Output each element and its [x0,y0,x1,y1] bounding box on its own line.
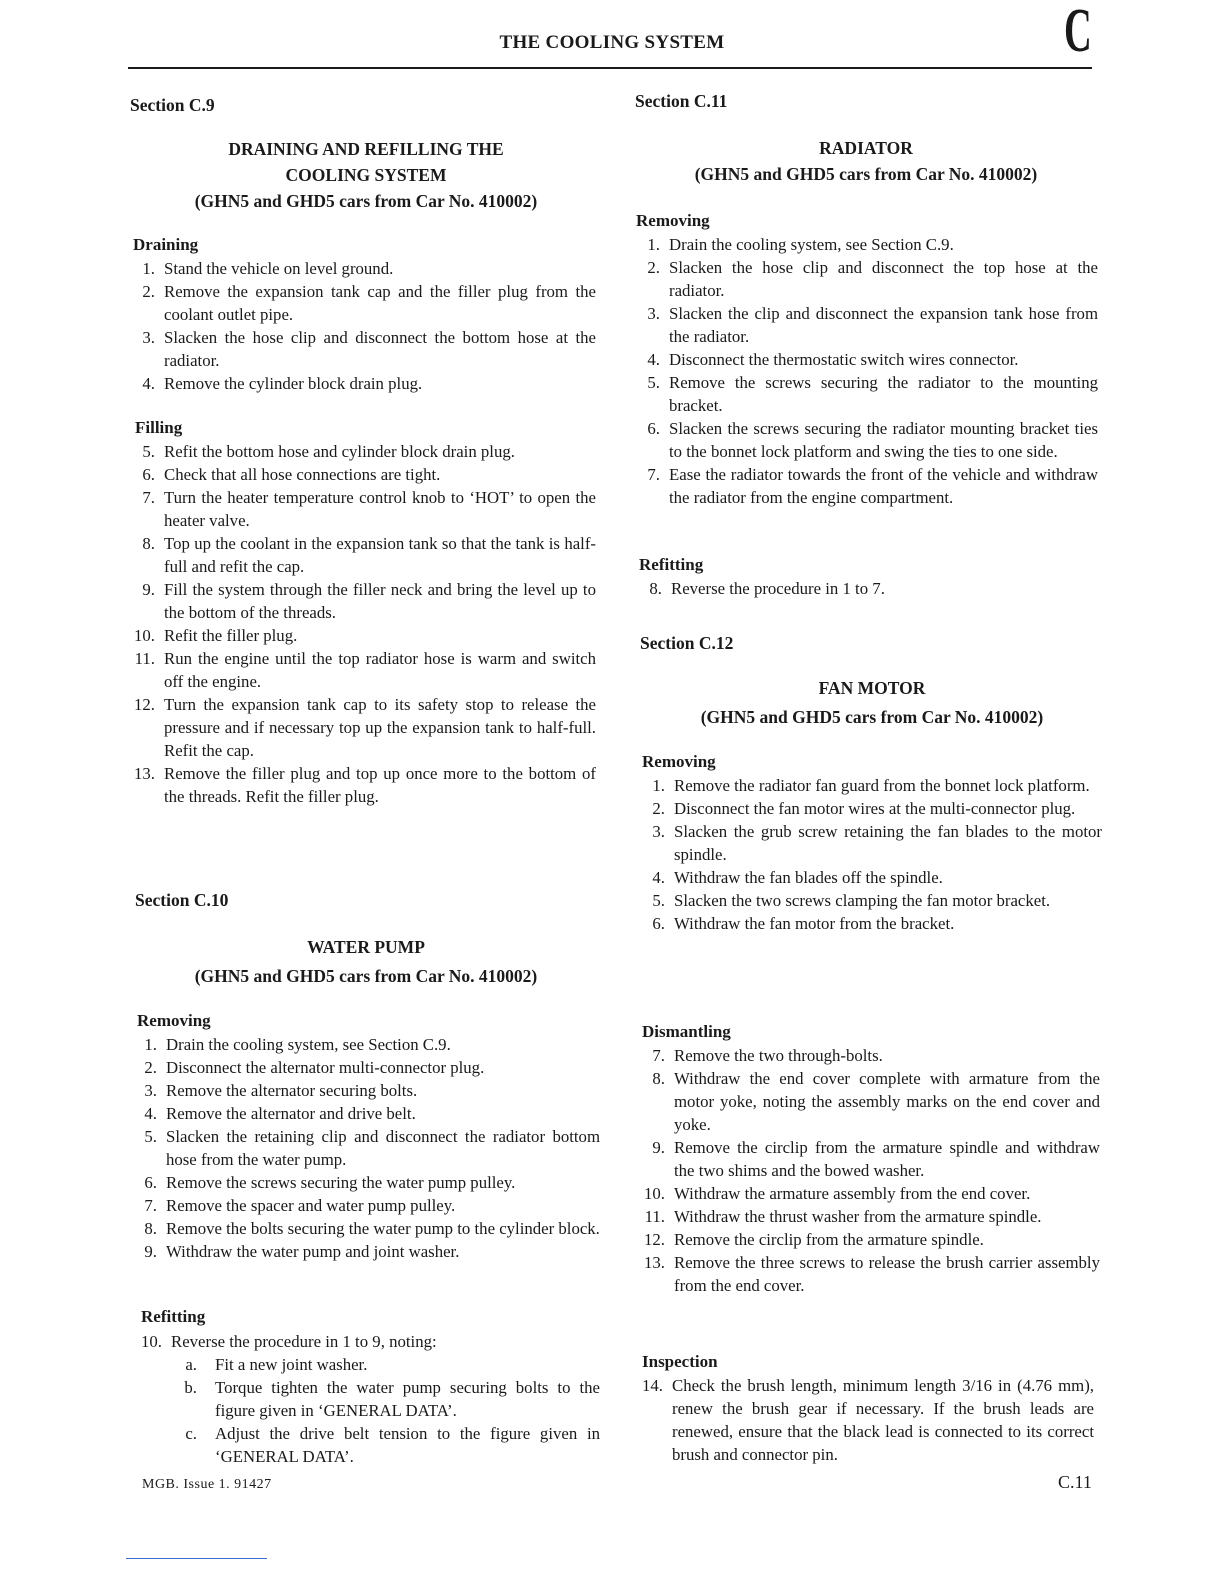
item-text: Remove the spacer and water pump pulley. [166,1196,456,1215]
list-item [133,1353,600,1376]
item-text: Refit the bottom hose and cylinder block drain plug. [164,442,515,461]
item-text: Remove the two through-bolts. [674,1046,883,1065]
item-number: 3. [144,1081,157,1100]
item-number: 5. [144,1127,157,1146]
item-number: 7. [647,465,660,484]
list-item [133,1422,600,1468]
list-item [126,440,596,463]
item-text: Stand the vehicle on level ground. [164,259,394,278]
fan-motor-dismantling-heading: Dismantling [642,1022,731,1041]
item-number: 7. [142,488,155,507]
item-text: Withdraw the thrust washer from the armature spindle. [674,1207,1042,1226]
item-number: 1. [144,1035,157,1054]
fan-motor-removing-list [636,774,1102,935]
list-item [631,417,1098,463]
item-number: 7. [652,1046,665,1065]
fan-motor-inspection-heading: Inspection [642,1352,718,1371]
item-text: Remove the alternator and drive belt. [166,1104,416,1123]
item-text: Check the brush length, minimum length 3/16 in (4.76 mm), renew the brush gear if necessary. If the brush leads are renewed, ensure that the black lead is connected to its correct brush and connector pin. [672,1376,1094,1464]
item-number: 6. [652,914,665,933]
item-number: 5. [652,891,665,910]
list-item [636,1251,1100,1297]
list-item [126,647,596,693]
list-item [126,624,596,647]
title-line: FAN MOTOR [818,678,926,698]
item-text: Torque tighten the water pump securing bolts to the figure given in ‘GENERAL DATA’. [215,1378,600,1420]
item-text: Slacken the retaining clip and disconnect the radiator bottom hose from the water pump. [166,1127,600,1169]
item-text: Remove the three screws to release the brush carrier assembly from the end cover. [674,1253,1100,1295]
fan-motor-inspection-list [634,1374,1094,1466]
item-text: Slacken the grub screw retaining the fan blades to the motor spindle. [674,822,1102,864]
item-text: Remove the circlip from the armature spindle and withdraw the two shims and the bowed washer. [674,1138,1100,1180]
list-item [631,371,1098,417]
list-item [126,532,596,578]
filling-heading: Filling [135,418,183,437]
section-c12-title [638,675,1106,730]
item-text: Fit a new joint washer. [215,1355,368,1374]
item-text: Remove the filler plug and top up once more to the bottom of the threads. Refit the filler plug. [164,764,596,806]
item-text: Reverse the procedure in 1 to 9, noting: [171,1332,437,1351]
item-number: 11. [644,1207,665,1226]
item-number: 4. [144,1104,157,1123]
title-line: WATER PUMP [307,937,425,957]
item-number: 8. [142,534,155,553]
title-line: (GHN5 and GHD5 cars from Car No. 410002) [194,191,538,211]
item-text: Slacken the clip and disconnect the expansion tank hose from the radiator. [669,304,1098,346]
list-item [633,577,1098,600]
title-line: (GHN5 and GHD5 cars from Car No. 410002) [700,707,1044,727]
item-text: Drain the cooling system, see Section C.9. [166,1035,451,1054]
radiator-refitting-list [633,577,1098,600]
list-item [133,1376,600,1422]
item-number: 2. [144,1058,157,1077]
item-text: Remove the screws securing the water pump pulley. [166,1173,516,1192]
list-item [128,1194,600,1217]
list-item [128,1033,600,1056]
list-item [128,1217,600,1240]
section-c9-title [130,136,602,214]
list-item [636,1136,1100,1182]
header-rule [128,67,1092,69]
fan-motor-removing-heading: Removing [642,752,716,771]
list-item [634,1374,1094,1466]
item-text: Slacken the two screws clamping the fan motor bracket. [674,891,1051,910]
item-text: Disconnect the alternator multi-connector plug. [166,1058,485,1077]
title-line: DRAINING AND REFILLING THE [228,139,504,159]
list-item [133,1330,600,1353]
item-number: 6. [144,1173,157,1192]
item-text: Fill the system through the filler neck and bring the level up to the bottom of the threads. [164,580,596,622]
item-text: Refit the filler plug. [164,626,298,645]
list-item [126,463,596,486]
item-number: 9. [652,1138,665,1157]
item-number: 1. [142,259,155,278]
water-pump-refitting-list [133,1330,600,1353]
item-number: 5. [647,373,660,392]
item-number: 2. [142,282,155,301]
item-number: 12. [134,695,155,714]
item-text: Withdraw the end cover complete with armature from the motor yoke, noting the assembly marks on the end cover and yoke. [674,1069,1100,1134]
item-text: Remove the cylinder block drain plug. [164,374,423,393]
list-item [636,1205,1100,1228]
list-item [126,372,596,395]
list-item [128,1240,600,1263]
list-item [126,280,596,326]
item-number: 10. [134,626,155,645]
footer-issue: MGB. Issue 1. 91427 [142,1477,272,1492]
draining-list [126,257,596,395]
item-text: Turn the heater temperature control knob to ‘HOT’ to open the heater valve. [164,488,596,530]
section-c11-title [632,135,1100,187]
list-item [636,889,1102,912]
item-number: 9. [144,1242,157,1261]
list-item [636,866,1102,889]
item-number: 1. [652,776,665,795]
list-item [636,774,1102,797]
item-number: 12. [644,1230,665,1249]
section-c10-title [130,934,602,989]
list-item [128,1125,600,1171]
item-number: 2. [647,258,660,277]
item-text: Remove the bolts securing the water pump to the cylinder block. [166,1219,600,1238]
list-item [636,1182,1100,1205]
item-number: 4. [142,374,155,393]
radiator-refitting-heading: Refitting [639,555,704,574]
item-text: Remove the screws securing the radiator to the mounting bracket. [669,373,1098,415]
item-text: Remove the expansion tank cap and the filler plug from the coolant outlet pipe. [164,282,596,324]
item-number: 4. [647,350,660,369]
scan-artifact-line [126,1558,267,1559]
chapter-letter: C [1064,0,1092,65]
list-item [631,302,1098,348]
item-text: Adjust the drive belt tension to the figure given in ‘GENERAL DATA’. [215,1424,600,1466]
item-number: 2. [652,799,665,818]
item-number: 13. [644,1253,665,1272]
section-c10-label: Section C.10 [135,890,229,910]
item-number: a. [185,1355,197,1374]
list-item [128,1102,600,1125]
item-text: Withdraw the fan blades off the spindle. [674,868,943,887]
title-line: COOLING SYSTEM [285,165,447,185]
page-header-title: THE COOLING SYSTEM [499,32,725,53]
item-text: Withdraw the fan motor from the bracket. [674,914,955,933]
item-text: Reverse the procedure in 1 to 7. [671,579,885,598]
item-number: 4. [652,868,665,887]
item-number: 5. [142,442,155,461]
item-number: 10. [644,1184,665,1203]
item-text: Withdraw the armature assembly from the end cover. [674,1184,1031,1203]
item-number: c. [185,1424,197,1443]
fan-motor-dismantling-list [636,1044,1100,1297]
list-item [126,762,596,808]
radiator-removing-list [631,233,1098,509]
item-number: b. [184,1378,197,1397]
water-pump-refitting-notes [133,1353,600,1468]
item-number: 8. [144,1219,157,1238]
draining-heading: Draining [133,235,199,254]
item-number: 3. [142,328,155,347]
title-line: (GHN5 and GHD5 cars from Car No. 410002) [194,966,538,986]
item-number: 8. [649,579,662,598]
section-c11-label: Section C.11 [635,91,728,111]
section-c9-label: Section C.9 [130,95,215,115]
item-number: 6. [647,419,660,438]
item-text: Check that all hose connections are tight. [164,465,441,484]
list-item [631,463,1098,509]
item-text: Remove the circlip from the armature spindle. [674,1230,984,1249]
page-number: C.11 [1058,1472,1092,1492]
item-text: Withdraw the water pump and joint washer. [166,1242,460,1261]
item-number: 6. [142,465,155,484]
list-item [126,326,596,372]
list-item [636,912,1102,935]
item-text: Remove the radiator fan guard from the bonnet lock platform. [674,776,1090,795]
water-pump-removing-heading: Removing [137,1011,211,1030]
list-item [636,797,1102,820]
item-number: 8. [652,1069,665,1088]
item-text: Run the engine until the top radiator hose is warm and switch off the engine. [164,649,596,691]
list-item [631,348,1098,371]
item-number: 13. [134,764,155,783]
list-item [126,578,596,624]
item-text: Slacken the screws securing the radiator mounting bracket ties to the bonnet lock platform and swing the ties to one side. [669,419,1098,461]
filling-list [126,440,596,808]
list-item [636,820,1102,866]
item-text: Ease the radiator towards the front of the vehicle and withdraw the radiator from the engine compartment. [669,465,1098,507]
list-item [126,486,596,532]
item-number: 1. [647,235,660,254]
item-text: Remove the alternator securing bolts. [166,1081,418,1100]
title-line: (GHN5 and GHD5 cars from Car No. 410002) [694,164,1038,184]
item-text: Slacken the hose clip and disconnect the top hose at the radiator. [669,258,1098,300]
section-c12-label: Section C.12 [640,633,734,653]
item-number: 3. [647,304,660,323]
list-item [126,693,596,762]
radiator-removing-heading: Removing [636,211,710,230]
list-item [126,257,596,280]
item-text: Disconnect the thermostatic switch wires connector. [669,350,1019,369]
list-item [631,256,1098,302]
list-item [128,1171,600,1194]
item-number: 3. [652,822,665,841]
item-text: Turn the expansion tank cap to its safety stop to release the pressure and if necessary top up the expansion tank to half-full. Refit the cap. [164,695,596,760]
title-line: RADIATOR [819,138,913,158]
water-pump-refitting-heading: Refitting [141,1307,206,1326]
item-number: 9. [142,580,155,599]
list-item [636,1044,1100,1067]
list-item [631,233,1098,256]
list-item [128,1056,600,1079]
item-text: Drain the cooling system, see Section C.9. [669,235,954,254]
item-number: 10. [141,1332,162,1351]
list-item [636,1067,1100,1136]
item-text: Disconnect the fan motor wires at the multi-connector plug. [674,799,1076,818]
water-pump-removing-list [128,1033,600,1263]
item-text: Slacken the hose clip and disconnect the bottom hose at the radiator. [164,328,596,370]
item-text: Top up the coolant in the expansion tank so that the tank is half-full and refit the cap. [164,534,596,576]
item-number: 11. [134,649,155,668]
item-number: 14. [642,1376,663,1395]
list-item [636,1228,1100,1251]
item-number: 7. [144,1196,157,1215]
list-item [128,1079,600,1102]
